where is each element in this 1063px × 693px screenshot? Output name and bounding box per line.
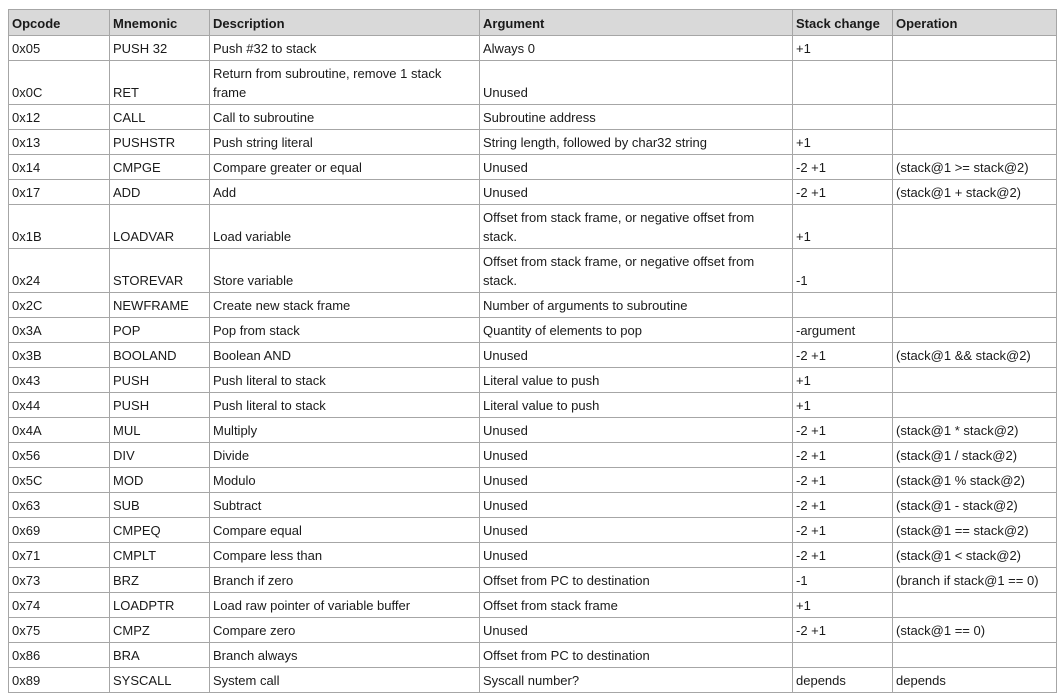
cell-description: Compare zero [210, 618, 480, 643]
cell-argument: Unused [480, 618, 793, 643]
header-stack-change: Stack change [793, 10, 893, 36]
cell-operation: (stack@1 - stack@2) [893, 493, 1057, 518]
cell-description: Pop from stack [210, 318, 480, 343]
cell-opcode: 0x69 [9, 518, 110, 543]
cell-opcode: 0x89 [9, 668, 110, 693]
cell-stack-change: -argument [793, 318, 893, 343]
cell-stack-change: +1 [793, 368, 893, 393]
cell-argument: Offset from PC to destination [480, 643, 793, 668]
cell-mnemonic: CMPGE [110, 155, 210, 180]
cell-argument: Offset from stack frame [480, 593, 793, 618]
header-opcode: Opcode [9, 10, 110, 36]
cell-argument: Unused [480, 518, 793, 543]
cell-mnemonic: LOADVAR [110, 205, 210, 249]
table-row [9, 368, 1057, 393]
table-row [9, 205, 1057, 249]
cell-stack-change: +1 [793, 593, 893, 618]
table-row [9, 568, 1057, 593]
cell-operation: (stack@1 + stack@2) [893, 180, 1057, 205]
cell-mnemonic: PUSH [110, 368, 210, 393]
cell-opcode: 0x12 [9, 105, 110, 130]
cell-operation [893, 36, 1057, 61]
table-row [9, 130, 1057, 155]
table-row [9, 418, 1057, 443]
header-description: Description [210, 10, 480, 36]
cell-mnemonic: LOADPTR [110, 593, 210, 618]
cell-description: Call to subroutine [210, 105, 480, 130]
cell-argument: Unused [480, 543, 793, 568]
cell-opcode: 0x44 [9, 393, 110, 418]
cell-operation: (stack@1 >= stack@2) [893, 155, 1057, 180]
cell-stack-change: -1 [793, 249, 893, 293]
cell-operation [893, 61, 1057, 105]
cell-argument: Offset from stack frame, or negative offset from stack. [480, 205, 793, 249]
cell-opcode: 0x2C [9, 293, 110, 318]
cell-stack-change: -2 +1 [793, 443, 893, 468]
cell-stack-change: -2 +1 [793, 618, 893, 643]
cell-mnemonic: PUSHSTR [110, 130, 210, 155]
table-row [9, 518, 1057, 543]
cell-argument: String length, followed by char32 string [480, 130, 793, 155]
opcode-table [8, 9, 1057, 693]
cell-operation [893, 130, 1057, 155]
cell-argument: Unused [480, 493, 793, 518]
cell-mnemonic: PUSH [110, 393, 210, 418]
table-row [9, 393, 1057, 418]
cell-mnemonic: PUSH 32 [110, 36, 210, 61]
cell-stack-change [793, 61, 893, 105]
cell-stack-change [793, 643, 893, 668]
cell-argument: Literal value to push [480, 368, 793, 393]
table-row [9, 318, 1057, 343]
table-row [9, 180, 1057, 205]
cell-description: Compare greater or equal [210, 155, 480, 180]
cell-stack-change [793, 293, 893, 318]
cell-description: Return from subroutine, remove 1 stack frame [210, 61, 480, 105]
cell-mnemonic: SYSCALL [110, 668, 210, 693]
table-row [9, 643, 1057, 668]
cell-stack-change: -2 +1 [793, 518, 893, 543]
cell-mnemonic: STOREVAR [110, 249, 210, 293]
cell-mnemonic: BRA [110, 643, 210, 668]
cell-opcode: 0x74 [9, 593, 110, 618]
header-argument: Argument [480, 10, 793, 36]
table-row [9, 493, 1057, 518]
cell-opcode: 0x86 [9, 643, 110, 668]
cell-argument: Always 0 [480, 36, 793, 61]
cell-opcode: 0x14 [9, 155, 110, 180]
table-row [9, 61, 1057, 105]
cell-operation [893, 249, 1057, 293]
table-row [9, 668, 1057, 693]
cell-mnemonic: RET [110, 61, 210, 105]
cell-description: Store variable [210, 249, 480, 293]
cell-operation: (stack@1 / stack@2) [893, 443, 1057, 468]
cell-description: Push literal to stack [210, 368, 480, 393]
cell-argument: Quantity of elements to pop [480, 318, 793, 343]
cell-opcode: 0x75 [9, 618, 110, 643]
cell-opcode: 0x0C [9, 61, 110, 105]
cell-stack-change: +1 [793, 205, 893, 249]
cell-description: Divide [210, 443, 480, 468]
cell-opcode: 0x05 [9, 36, 110, 61]
cell-description: Boolean AND [210, 343, 480, 368]
cell-operation: (stack@1 * stack@2) [893, 418, 1057, 443]
cell-operation [893, 593, 1057, 618]
cell-argument: Offset from stack frame, or negative offset from stack. [480, 249, 793, 293]
cell-stack-change: +1 [793, 393, 893, 418]
cell-argument: Unused [480, 443, 793, 468]
table-row [9, 249, 1057, 293]
cell-mnemonic: BOOLAND [110, 343, 210, 368]
cell-stack-change: +1 [793, 36, 893, 61]
cell-argument: Unused [480, 468, 793, 493]
cell-argument: Offset from PC to destination [480, 568, 793, 593]
cell-opcode: 0x43 [9, 368, 110, 393]
header-mnemonic: Mnemonic [110, 10, 210, 36]
header-operation: Operation [893, 10, 1057, 36]
cell-opcode: 0x56 [9, 443, 110, 468]
cell-mnemonic: DIV [110, 443, 210, 468]
cell-operation: (stack@1 == stack@2) [893, 518, 1057, 543]
cell-opcode: 0x24 [9, 249, 110, 293]
cell-description: Modulo [210, 468, 480, 493]
table-row [9, 36, 1057, 61]
cell-stack-change: -2 +1 [793, 343, 893, 368]
table-row [9, 343, 1057, 368]
cell-description: Push literal to stack [210, 393, 480, 418]
cell-mnemonic: ADD [110, 180, 210, 205]
cell-mnemonic: CALL [110, 105, 210, 130]
cell-description: Push #32 to stack [210, 36, 480, 61]
cell-opcode: 0x3B [9, 343, 110, 368]
cell-mnemonic: CMPZ [110, 618, 210, 643]
cell-operation [893, 293, 1057, 318]
cell-stack-change: +1 [793, 130, 893, 155]
cell-argument: Unused [480, 418, 793, 443]
cell-operation: (stack@1 % stack@2) [893, 468, 1057, 493]
cell-stack-change: -2 +1 [793, 180, 893, 205]
cell-mnemonic: MOD [110, 468, 210, 493]
cell-description: System call [210, 668, 480, 693]
table-row [9, 443, 1057, 468]
cell-opcode: 0x73 [9, 568, 110, 593]
cell-opcode: 0x3A [9, 318, 110, 343]
cell-description: Add [210, 180, 480, 205]
cell-description: Push string literal [210, 130, 480, 155]
cell-opcode: 0x17 [9, 180, 110, 205]
table-row [9, 468, 1057, 493]
cell-mnemonic: CMPLT [110, 543, 210, 568]
cell-stack-change: -2 +1 [793, 155, 893, 180]
cell-operation [893, 105, 1057, 130]
cell-operation: (stack@1 == 0) [893, 618, 1057, 643]
cell-argument: Unused [480, 155, 793, 180]
cell-argument: Unused [480, 180, 793, 205]
cell-argument: Unused [480, 61, 793, 105]
cell-description: Load raw pointer of variable buffer [210, 593, 480, 618]
cell-operation [893, 205, 1057, 249]
cell-stack-change [793, 105, 893, 130]
header-row [9, 10, 1057, 36]
cell-opcode: 0x63 [9, 493, 110, 518]
cell-operation: (branch if stack@1 == 0) [893, 568, 1057, 593]
cell-mnemonic: MUL [110, 418, 210, 443]
cell-opcode: 0x5C [9, 468, 110, 493]
cell-argument: Subroutine address [480, 105, 793, 130]
cell-mnemonic: POP [110, 318, 210, 343]
cell-argument: Literal value to push [480, 393, 793, 418]
cell-description: Branch if zero [210, 568, 480, 593]
cell-opcode: 0x13 [9, 130, 110, 155]
cell-opcode: 0x4A [9, 418, 110, 443]
cell-description: Branch always [210, 643, 480, 668]
table-row [9, 618, 1057, 643]
cell-mnemonic: BRZ [110, 568, 210, 593]
cell-description: Load variable [210, 205, 480, 249]
cell-operation [893, 318, 1057, 343]
cell-argument: Unused [480, 343, 793, 368]
cell-description: Subtract [210, 493, 480, 518]
cell-stack-change: -2 +1 [793, 468, 893, 493]
table-row [9, 105, 1057, 130]
cell-description: Multiply [210, 418, 480, 443]
table-row [9, 293, 1057, 318]
cell-operation: (stack@1 < stack@2) [893, 543, 1057, 568]
cell-description: Compare equal [210, 518, 480, 543]
cell-stack-change: -2 +1 [793, 493, 893, 518]
cell-stack-change: -2 +1 [793, 543, 893, 568]
table-row [9, 155, 1057, 180]
cell-mnemonic: NEWFRAME [110, 293, 210, 318]
cell-operation [893, 368, 1057, 393]
cell-operation: depends [893, 668, 1057, 693]
cell-argument: Number of arguments to subroutine [480, 293, 793, 318]
table-row [9, 543, 1057, 568]
cell-opcode: 0x71 [9, 543, 110, 568]
cell-mnemonic: SUB [110, 493, 210, 518]
cell-stack-change: -1 [793, 568, 893, 593]
cell-opcode: 0x1B [9, 205, 110, 249]
cell-operation [893, 643, 1057, 668]
cell-description: Create new stack frame [210, 293, 480, 318]
cell-mnemonic: CMPEQ [110, 518, 210, 543]
cell-stack-change: -2 +1 [793, 418, 893, 443]
cell-description: Compare less than [210, 543, 480, 568]
table-row [9, 593, 1057, 618]
cell-operation: (stack@1 && stack@2) [893, 343, 1057, 368]
cell-argument: Syscall number? [480, 668, 793, 693]
cell-operation [893, 393, 1057, 418]
cell-stack-change: depends [793, 668, 893, 693]
